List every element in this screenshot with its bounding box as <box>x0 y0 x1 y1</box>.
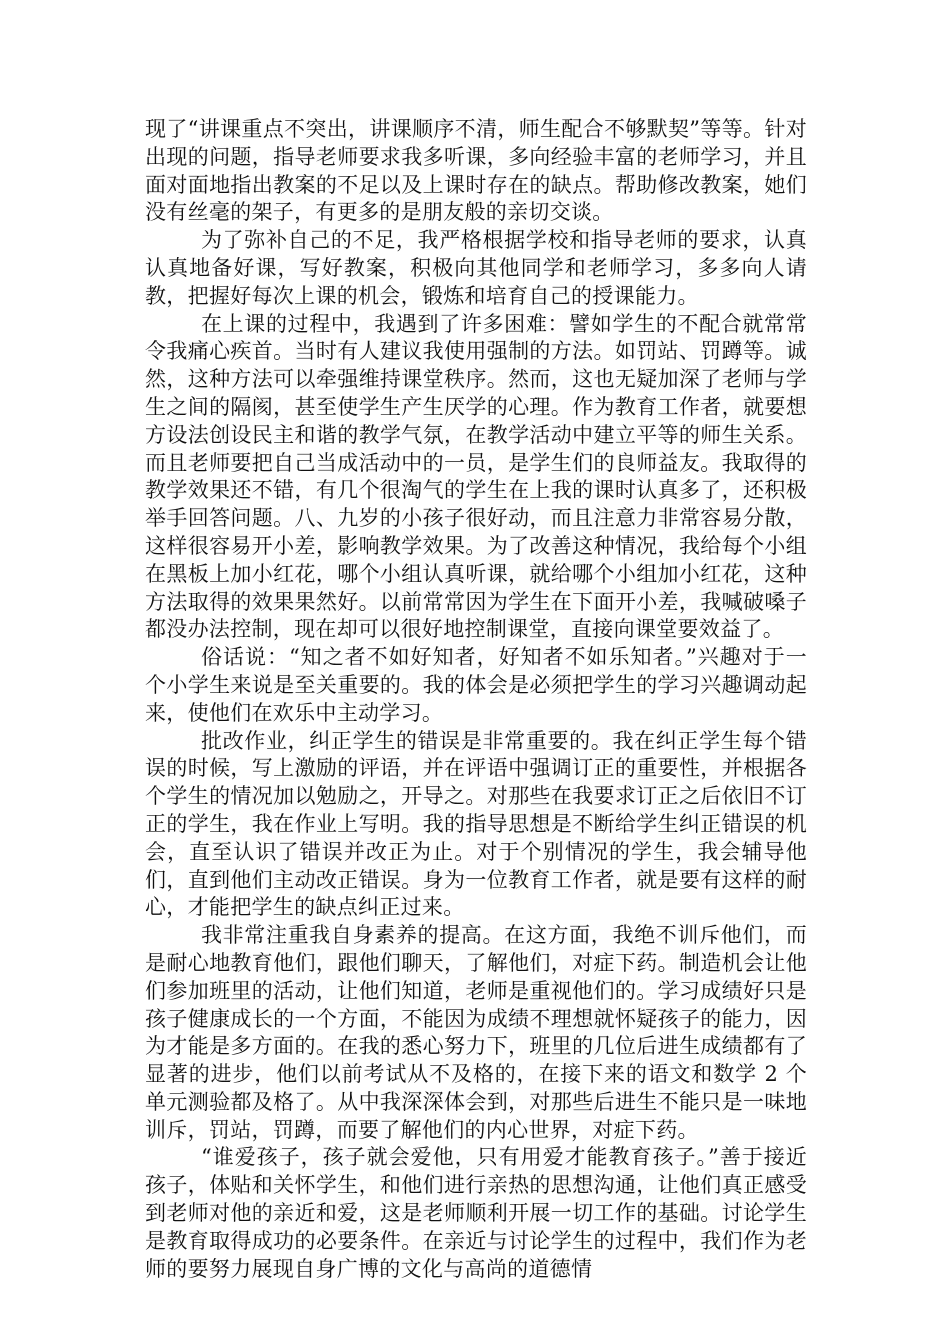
paragraph-preparation: 为了弥补自己的不足，我严格根据学校和指导老师的要求，认真认真地备好课，写好教案，积极向其他同学和老师学习，多多向人请教，把握好每次上课的机会，锻炼和培育自己的授课能力。 <box>145 228 807 308</box>
paragraph-homework-correction: 批改作业，纠正学生的错误是非常重要的。我在纠正学生每个错误的时候，写上激励的评语，并在评语中强调订正的重要性，并根据各个学生的情况加以勉励之，开导之。对那些在我要求订正之后依旧不订正的学生，我在作业上写明。我的指导思想是不断给学生纠正错误的机会，直至认识了错误并改正为止。对于个别情况的学生，我会辅导他们，直到他们主动改正错误。身为一位教育工作者，就是要有这样的耐心，才能把学生的缺点纠正过来。 <box>145 728 807 920</box>
paragraph-self-improvement: 我非常注重我自身素养的提高。在这方面，我绝不训斥他们，而是耐心地教育他们，跟他们聊天，了解他们，对症下药。制造机会让他们参加班里的活动，让他们知道，老师是重视他们的。学习成绩好只是孩子健康成长的一个方面，不能因为成绩不理想就怀疑孩子的能力，因为才能是多方面的。在我的悉心努力下，班里的几位后进生成绩都有了显著的进步，他们以前考试从不及格的，在接下来的语文和数学 2 个单元测验都及格了。从中我深深体会到，对那些后进生不能只是一味地训斥，罚站，罚蹲，而要了解他们的内心世界，对症下药。 <box>145 923 807 1142</box>
document-body <box>145 116 807 1283</box>
paragraph-interest: 俗话说：“知之者不如好知者，好知者不如乐知者。”兴趣对于一个小学生来说是至关重要的。我的体会是必须把学生的学习兴趣调动起来，使他们在欢乐中主动学习。 <box>145 645 807 725</box>
paragraph-classroom-difficulties: 在上课的过程中，我遇到了许多困难：譬如学生的不配合就常常令我痛心疾首。当时有人建议我使用强制的方法。如罚站、罚蹲等。诚然，这种方法可以牵强维持课堂秩序。然而，这也无疑加深了老师与学生之间的隔阂，甚至使学生产生厌学的心理。作为教育工作者，就要想方设法创设民主和谐的教学气氛，在教学活动中建立平等的师生关系。而且老师要把自己当成活动中的一员，是学生们的良师益友。我取得的教学效果还不错，有几个很淘气的学生在上我的课时认真多了，还积极举手回答问题。八、九岁的小孩子很好动，而且注意力非常容易分散，这样很容易开小差，影响教学效果。为了改善这种情况，我给每个小组在黑板上加小红花，哪个小组认真听课，就给哪个小组加小红花，这种方法取得的效果果然好。以前常常因为学生在下面开小差，我喊破嗓子都没办法控制，现在却可以很好地控制课堂，直接向课堂要效益了。 <box>145 311 807 642</box>
paragraph-love-children: “谁爱孩子，孩子就会爱他，只有用爱才能教育孩子。”善于接近孩子，体贴和关怀学生，和他们进行亲热的思想沟通，让他们真正感受到老师对他的亲近和爱，这是老师顺利开展一切工作的基础。讨论学生是教育取得成功的必要条件。在亲近与讨论学生的过程中，我们作为老师的要努力展现自身广博的文化与高尚的道德情 <box>145 1145 807 1281</box>
paragraph-continuation: 现了“讲课重点不突出，讲课顺序不清，师生配合不够默契”等等。针对出现的问题，指导老师要求我多听课，多向经验丰富的老师学习，并且面对面地指出教案的不足以及上课时存在的缺点。帮助修改教案，她们没有丝毫的架子，有更多的是朋友般的亲切交谈。 <box>145 117 807 225</box>
